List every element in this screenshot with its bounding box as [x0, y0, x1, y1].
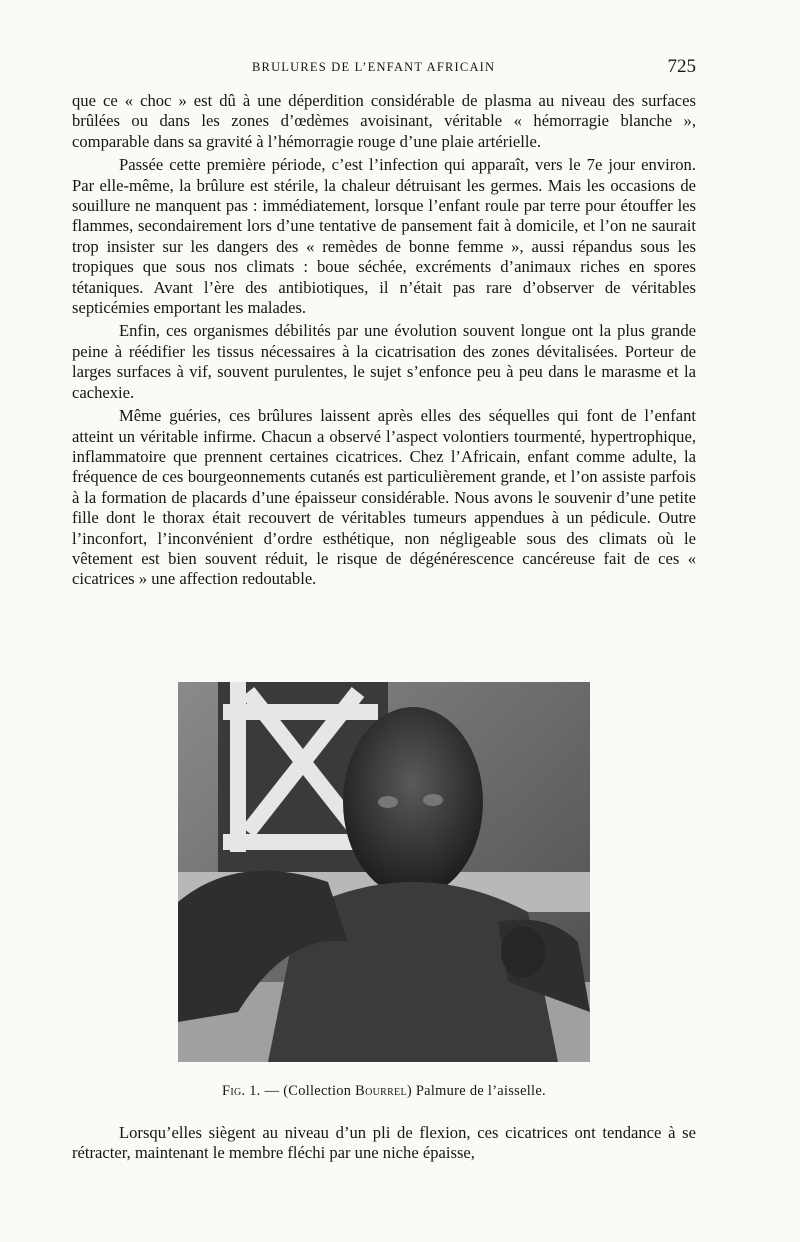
body-text — [72, 91, 696, 593]
paragraph: Passée cette première période, c’est l’infection qui apparaît, vers le 7e jour environ. Par elle-même, la brûlure est stérile, la chaleur détruisant les germes. Mais les occasions de souillure ne manquent pas : immédiatement, lorsque l’enfant roule par terre pour étouffer les flammes, secondairement lors d’une tentative de pansement fait à domicile, et l’on ne saurait trop insister sur les dangers des « remèdes de bonne femme », aussi répandus sous les tropiques que sous nos climats : boue séchée, excréments d’animaux riches en spores tétaniques. Avant l’ère des antibiotiques, il n’était pas rare d’observer de véritables septicémies emportant les malades. — [72, 155, 696, 318]
paragraph: Même guéries, ces brûlures laissent après elles des séquelles qui font de l’enfant atteint un véritable infirme. Chacun a observé l’aspect volontiers tourmenté, hypertrophique, inflammatoire que prennent certaines cicatrices. Chez l’Africain, enfant comme adulte, la fréquence de ces bourgeonnements cutanés est particulièrement grande, et l’on assiste parfois à la formation de placards d’une épaisseur considérable. Nous avons le souvenir d’une petite fille dont le thorax était recouvert de véritables tumeurs appendues à un pédicule. Outre l’inconfort, l’inconvénient d’ordre esthétique, non négligeable sous des climats où le vêtement est bien souvent réduit, le risque de dégénérescence cancéreuse fait de ces « cicatrices » une affection redoutable. — [72, 406, 696, 589]
document-page — [72, 0, 696, 1242]
figure-photograph — [178, 682, 590, 1062]
caption-dash: — — [264, 1083, 280, 1099]
page-header — [72, 56, 696, 80]
page-number: 725 — [667, 56, 696, 77]
continuation-text — [72, 1123, 696, 1164]
paragraph: Lorsqu’elles siègent au niveau d’un pli de flexion, ces cicatrices ont tendance à se rétracter, maintenant le membre fléchi par une niche épaisse, — [72, 1123, 696, 1163]
caption-author: Bourrel — [355, 1083, 407, 1099]
caption-description: ) Palmure de l’aisselle. — [406, 1083, 546, 1099]
photograph-child-axilla — [178, 682, 590, 1062]
figure-caption — [72, 1083, 696, 1100]
caption-figure-number: Fig. 1. — [222, 1083, 261, 1099]
paragraph: que ce « choc » est dû à une déperdition considérable de plasma au niveau des surfaces brûlées ou dans les zones d’œdèmes avoisinant, véritable « hémorragie blanche », comparable dans sa gravité à l’hémorragie rouge d’une plaie artérielle. — [72, 91, 696, 151]
running-title: BRULURES DE L’ENFANT AFRICAIN — [252, 60, 496, 74]
caption-collection: (Collection — [283, 1083, 352, 1099]
paragraph: Enfin, ces organismes débilités par une évolution souvent longue ont la plus grande peine à réédifier les tissus nécessaires à la cicatrisation des zones dévitalisées. Porteur de larges surfaces à vif, souvent purulentes, le sujet s’enfonce peu à peu dans le marasme et la cachexie. — [72, 321, 696, 402]
